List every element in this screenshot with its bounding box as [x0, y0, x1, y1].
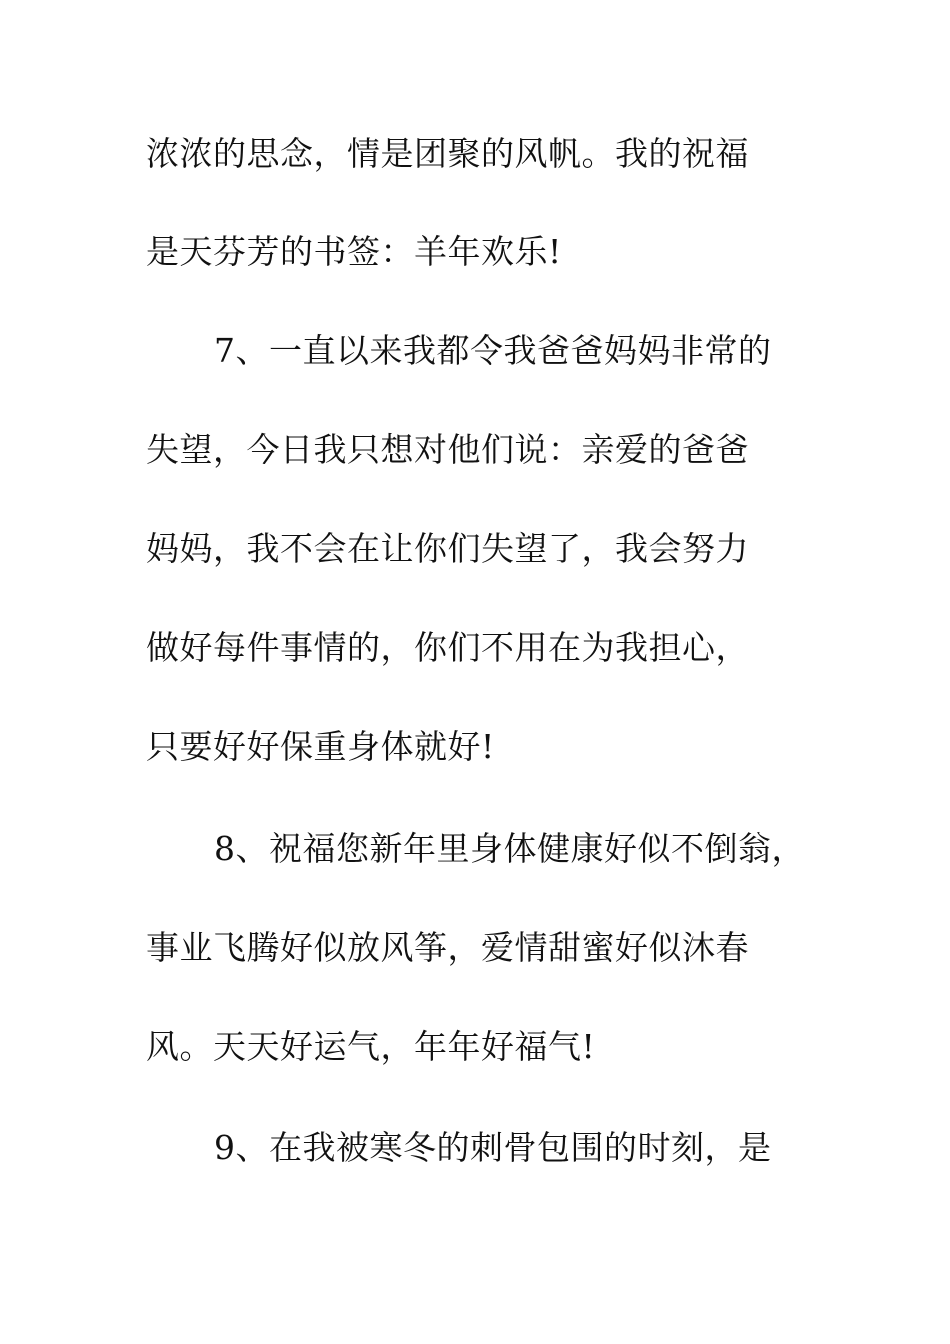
- paragraph-7-start: 7、一直以来我都令我爸爸妈妈非常的: [214, 331, 772, 370]
- text-line-7: 只要好好保重身体就好!: [146, 727, 495, 766]
- text-line-4: 失望，今日我只想对他们说：亲爱的爸爸: [146, 430, 749, 469]
- paragraph-9-start: 9、在我被寒冬的刺骨包围的时刻，是: [214, 1128, 772, 1167]
- text-line-10: 风。天天好运气，年年好福气!: [146, 1027, 596, 1066]
- text-line-1: 浓浓的思念，情是团聚的风帆。我的祝福: [146, 134, 749, 173]
- text-line-6: 做好每件事情的，你们不用在为我担心，: [146, 628, 749, 667]
- text-line-2: 是天芬芳的书签：羊年欢乐!: [146, 232, 562, 271]
- paragraph-8-start: 8、祝福您新年里身体健康好似不倒翁，: [214, 829, 805, 868]
- text-line-5: 妈妈，我不会在让你们失望了，我会努力: [146, 529, 749, 568]
- text-line-9: 事业飞腾好似放风筝，爱情甜蜜好似沐春: [146, 928, 749, 967]
